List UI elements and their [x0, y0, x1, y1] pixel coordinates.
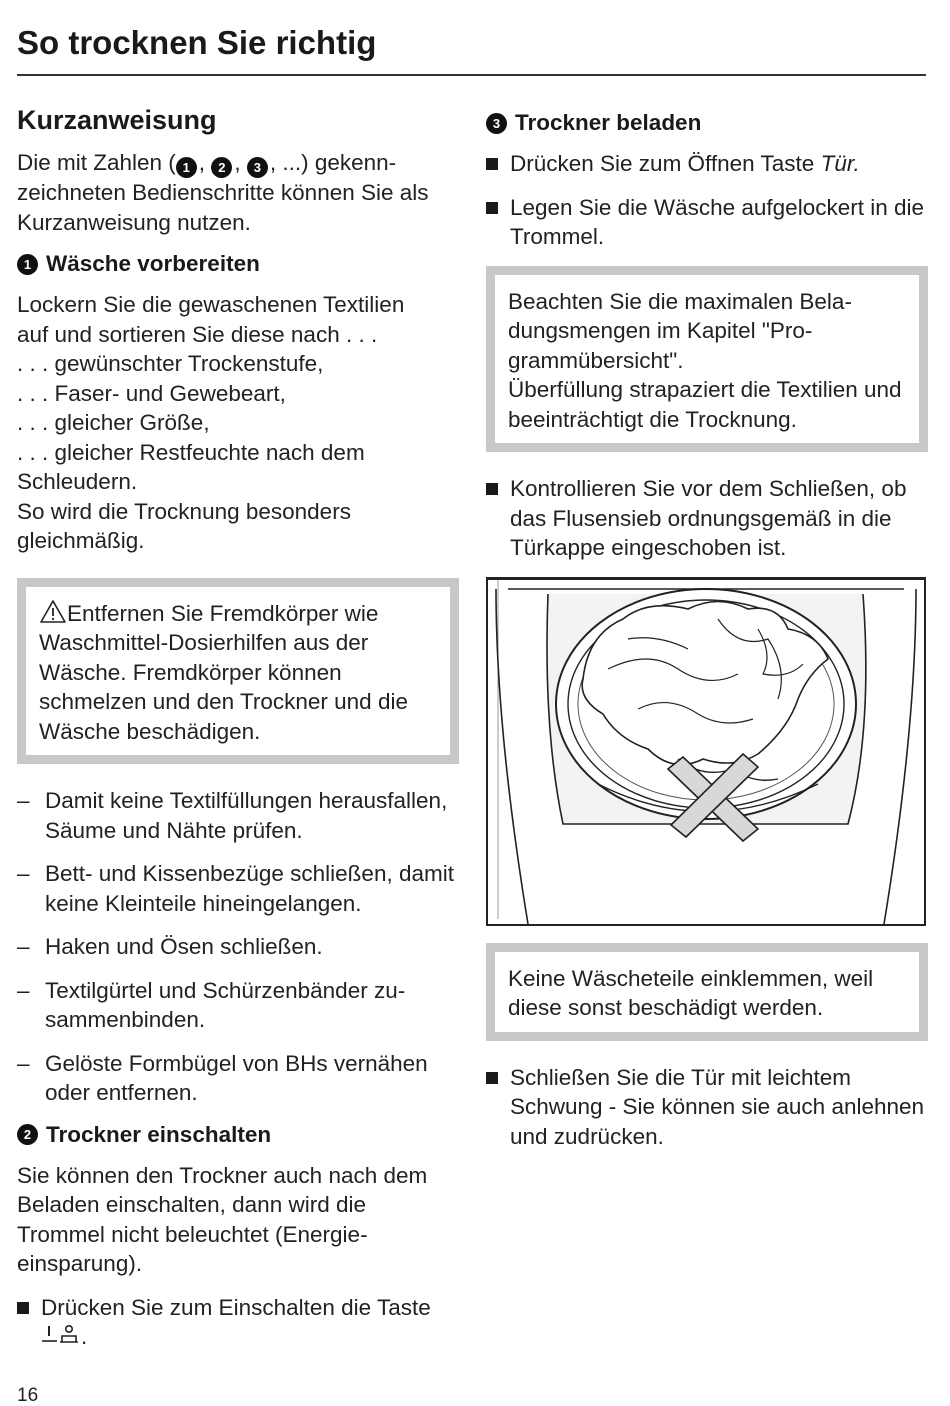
bullet-square-icon [486, 158, 498, 170]
step1-line: . . . gewünschter Trockenstufe, [17, 351, 324, 376]
intro-separator: , [234, 150, 247, 175]
dryer-drum-illustration [486, 577, 926, 926]
checklist [17, 786, 459, 1108]
info-text: Beachten Sie die maximalen Beladungsmengen im Kapitel "Programmübersicht". Überfüllung strapaziert die Textilien und beeinträchtigt die Trocknung. [508, 288, 902, 432]
bullet-square-icon [17, 1302, 29, 1314]
page-number: 16 [17, 1385, 39, 1406]
warning-text: Entfernen Sie Fremdkörper wie Waschmittel-Dosierhilfen aus der Wäsche. Fremdkörper können schmelzen und den Trockner und die Wäsche beschädigen. [39, 600, 408, 744]
step1-line: So wird die Trocknung besonders [17, 498, 351, 524]
step2-text: Sie können den Trockner auch nach dem Beladen einschalten, dann wird die Trommel nicht beleuchtet (Energieeinsparung). [17, 1162, 428, 1276]
dash-marker: – [17, 934, 30, 959]
step2-title: Trockner einschalten [46, 1121, 272, 1147]
list-item [17, 976, 459, 1035]
step1-title: Wäsche vorbereiten [46, 251, 260, 276]
list-item-text: Gelöste Formbügel von BHs vernähen oder entfernen. [45, 1050, 428, 1105]
section-heading: Kurzanweisung [17, 105, 217, 135]
list-item-text: Drücken Sie zum Öffnen Taste [510, 151, 821, 176]
list-item [486, 193, 928, 252]
step1-line: . . . Faser- und Gewebeart, [17, 380, 286, 406]
intro-separator: , [198, 150, 212, 175]
list-item [486, 1063, 928, 1152]
bullet-square-icon [486, 202, 498, 214]
step1-line: Lockern Sie die gewaschenen Textilien [17, 292, 405, 317]
list-item [17, 932, 459, 962]
list-item-text: Textilgürtel und Schürzenbänder zusammenbinden. [45, 977, 406, 1032]
bullet-square-icon [486, 483, 498, 495]
list-item [17, 1049, 459, 1108]
left-column [17, 105, 459, 1366]
list-item [17, 786, 459, 845]
step3-bullets-a [486, 149, 928, 252]
warning-box [17, 578, 459, 765]
step1-line: . . . gleicher Größe, [17, 410, 210, 435]
step-number-badge: 3 [486, 113, 507, 134]
step-number-badge: 1 [17, 254, 38, 275]
intro-text [17, 148, 459, 237]
list-item [17, 859, 459, 918]
warning-text-wrap [39, 599, 439, 747]
page-title: So trocknen Sie richtig [17, 24, 377, 61]
step2-bullets [17, 1293, 459, 1352]
title-divider [17, 74, 926, 76]
step1-line: Schleudern. [17, 469, 138, 494]
list-item [17, 1293, 459, 1352]
dash-marker: – [17, 861, 30, 886]
step-number-badge: 1 [176, 157, 197, 178]
list-item-text: Drücken Sie zum Einschalten die Taste [41, 1294, 431, 1320]
step1-text [17, 290, 459, 556]
dash-marker: – [17, 1050, 30, 1076]
info-text: Keine Wäscheteile einklemmen, weil diese sonst beschädigt werden. [508, 965, 874, 1020]
list-item-text: Bett- und Kissenbezüge schließen, damit keine Kleinteile hineingelangen. [45, 861, 454, 916]
list-item-text: Kontrollieren Sie vor dem Schließen, ob das Flusensieb ordnungsgemäß in die Türkappe eingeschoben ist. [510, 476, 907, 560]
list-item-text: Haken und Ösen schließen. [45, 934, 323, 959]
step3-heading [486, 110, 928, 136]
info-box-pinch [486, 943, 928, 1041]
step3-title: Trockner beladen [515, 110, 702, 135]
step1-heading [17, 251, 459, 277]
step-number-badge: 2 [211, 157, 232, 178]
list-item-text: Legen Sie die Wäsche aufgelockert in die Trommel. [510, 194, 925, 249]
power-button-icon [41, 1322, 81, 1348]
step1-line: auf und sortieren Sie diese nach . . . [17, 321, 378, 347]
dash-marker: – [17, 977, 30, 1003]
list-item-text: Schließen Sie die Tür mit leichtem Schwung - Sie können sie auch anlehnen und zudrücken. [510, 1064, 925, 1149]
step1-line: . . . gleicher Restfeuchte nach dem [17, 439, 365, 465]
list-item [486, 149, 928, 179]
right-column [486, 110, 928, 1165]
intro-text-end: , ...) gekennzeichneten Bedienschritte können Sie als Kurzanweisung nutzen. [17, 150, 429, 235]
intro-text-start: Die mit Zahlen ( [17, 150, 176, 175]
step-number-badge: 2 [17, 1124, 38, 1145]
step1-line: gleichmäßig. [17, 528, 145, 553]
list-item-text: Damit keine Textilfüllungen herausfallen, Säume und Nähte prüfen. [45, 788, 448, 843]
drum-laundry-image [488, 579, 924, 924]
bullet-square-icon [486, 1072, 498, 1084]
step2-heading [17, 1122, 459, 1148]
step-number-badge: 3 [247, 157, 268, 178]
list-item [486, 474, 928, 563]
warning-triangle-icon [39, 599, 67, 624]
list-item-end: . [81, 1324, 88, 1349]
dash-marker: – [17, 788, 30, 813]
info-box-capacity [486, 266, 928, 453]
step3-bullets-b [486, 474, 928, 563]
step3-bullets-c [486, 1063, 928, 1152]
door-key-label: Tür. [820, 151, 860, 176]
